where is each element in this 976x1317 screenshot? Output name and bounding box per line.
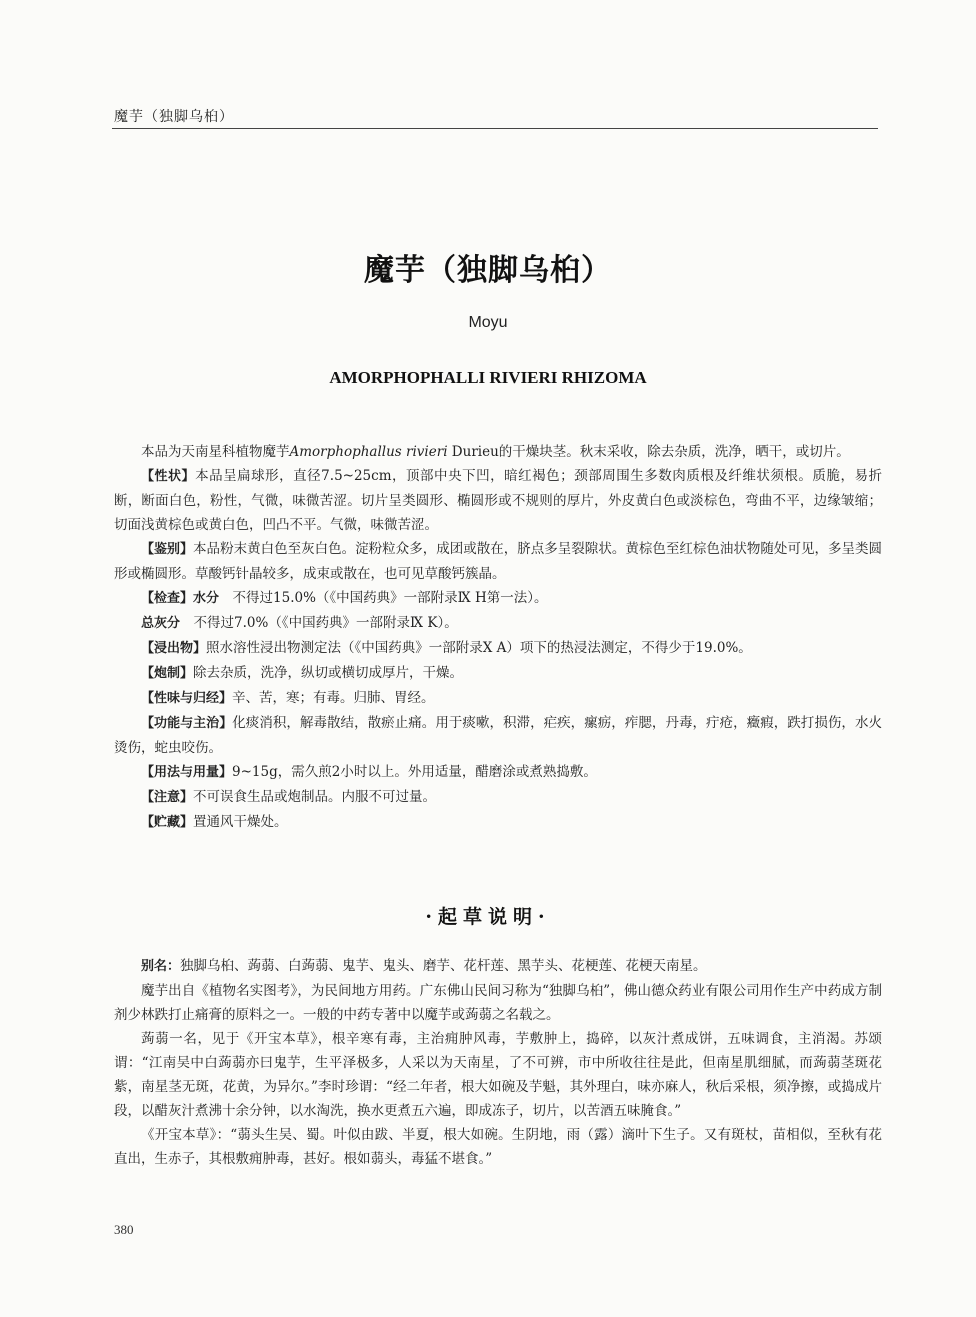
monograph-item-label: 【炮制】 bbox=[141, 666, 194, 681]
latin-name: AMORPHOPHALLI RIVIERI RHIZOMA bbox=[329, 368, 647, 387]
monograph-item-paragraph bbox=[114, 760, 882, 785]
monograph-item-paragraph bbox=[114, 661, 882, 686]
intro-paragraph bbox=[114, 440, 882, 464]
monograph-item-label: 【检查】水分 bbox=[141, 591, 220, 606]
monograph-item-label: 【用法与用量】 bbox=[141, 765, 233, 780]
note-label: 别名： bbox=[141, 959, 181, 974]
monograph-item-text: 除去杂质，洗净，纵切或横切成厚片，干燥。 bbox=[193, 665, 464, 681]
monograph-item-paragraph bbox=[114, 810, 882, 835]
monograph-item-label: 【鉴别】 bbox=[141, 542, 194, 557]
species-name: Amorphophallus rivieri bbox=[289, 444, 448, 460]
monograph-item-text: 置通风干燥处。 bbox=[193, 814, 288, 830]
monograph-item-label: 【性味与归经】 bbox=[141, 691, 233, 706]
monograph-item-paragraph bbox=[114, 586, 882, 611]
monograph-item-label: 总灰分 bbox=[141, 616, 181, 631]
page-number: 380 bbox=[114, 1222, 134, 1237]
monograph-body bbox=[114, 440, 882, 835]
monograph-item-text: 不得过15.0%（《中国药典》一部附录Ⅸ H第一法）。 bbox=[219, 590, 548, 606]
monograph-item-paragraph bbox=[114, 785, 882, 810]
monograph-item-paragraph bbox=[114, 537, 882, 586]
monograph-item-text: 本品呈扁球形，直径7.5~25cm，顶部中央下凹，暗红褐色；颈部周围生多数肉质根及纤维状须根。质脆，易折断，断面白色，粉性，气微，味微苦涩。切片呈类圆形、椭圆形或不规则的厚片，外皮黄白色或淡棕色，弯曲不平，边缘皱缩；切面浅黄棕色或黄白色，凹凸不平。气微，味微苦涩。 bbox=[114, 468, 882, 533]
note-text: 魔芋出自《植物名实图考》，为民间地方用药。广东佛山民间习称为“独脚乌桕”，佛山德众药业有限公司用作生产中药成方制剂少林跌打止痛膏的原料之一。一般的中药专著中以魔芋或蒟蒻之名载之。 bbox=[114, 983, 882, 1023]
note-paragraph bbox=[114, 954, 882, 979]
monograph-item-paragraph bbox=[114, 464, 882, 537]
note-text: 蒟蒻一名，见于《开宝本草》，根辛寒有毒，主治痈肿风毒，芋敷肿上，捣碎，以灰汁煮成饼，五味调食，主消渴。苏颂谓：“江南吴中白蒟蒻亦曰鬼芋，生平泽极多，人采以为天南星，了不可辨，市中所收往往是此，但南星肌细腻，而蒟蒻茎斑花紫，南星茎无斑，花黄，为异尔。”李时珍谓：“经二年者，根大如碗及芋魁，其外理白，味亦麻人，秋后采根，须净擦，或捣成片段，以醋灰汁煮沸十余分钟，以水淘洗，换水更煮五六遍，即成冻子，切片，以苦酒五味腌食。” bbox=[114, 1031, 882, 1119]
monograph-item-text: 照水溶性浸出物测定法（《中国药典》一部附录Ⅹ A）项下的热浸法测定，不得少于19.0%。 bbox=[206, 640, 752, 656]
drafting-notes bbox=[114, 954, 882, 1171]
note-text: 独脚乌桕、蒟蒻、白蒟蒻、鬼芋、鬼头、磨芋、花杆莲、黑芋头、花梗莲、花梗天南星。 bbox=[180, 958, 707, 974]
monograph-item-text: 辛、苦，寒；有毒。归肺、胃经。 bbox=[232, 690, 435, 706]
section-heading: ·起草说明· bbox=[425, 906, 551, 928]
monograph-item-label: 【功能与主治】 bbox=[141, 716, 233, 731]
intro-after: Durieu的干燥块茎。秋末采收，除去杂质，洗净，晒干，或切片。 bbox=[447, 444, 850, 460]
monograph-item-text: 不可误食生品或炮制品。内服不可过量。 bbox=[193, 789, 437, 805]
monograph-item-label: 【贮藏】 bbox=[141, 815, 194, 830]
monograph-item-paragraph bbox=[114, 711, 882, 760]
monograph-items bbox=[114, 464, 882, 835]
note-paragraph bbox=[114, 979, 882, 1027]
monograph-item-text: 化痰消积，解毒散结，散瘀止痛。用于痰嗽，积滞，疟疾，瘰疬，痄腮，丹毒，疔疮，癥瘕，跌打损伤，水火烫伤，蛇虫咬伤。 bbox=[114, 715, 882, 756]
monograph-item-label: 【注意】 bbox=[141, 790, 194, 805]
monograph-item-text: 本品粉末黄白色至灰白色。淀粉粒众多，成团或散在，脐点多呈裂隙状。黄棕色至红棕色油状物随处可见，多呈类圆形或椭圆形。草酸钙针晶较多，成束或散在，也可见草酸钙簇晶。 bbox=[114, 541, 882, 582]
pinyin-name: Moyu bbox=[468, 314, 508, 331]
monograph-item-label: 【浸出物】 bbox=[141, 641, 207, 656]
monograph-item-text: 不得过7.0%（《中国药典》一部附录Ⅸ K）。 bbox=[180, 615, 458, 631]
intro-before: 本品为天南星科植物魔芋 bbox=[141, 444, 290, 460]
monograph-item-label: 【性状】 bbox=[141, 469, 196, 484]
monograph-item-text: 9~15g，需久煎2小时以上。外用适量，醋磨涂或煮熟捣敷。 bbox=[232, 764, 597, 780]
note-paragraph bbox=[114, 1123, 882, 1171]
note-text: 《开宝本草》：“蒻头生吴、蜀。叶似由跋、半夏，根大如碗。生阴地，雨（露）滴叶下生子。又有斑杖，苗相似，至秋有花直出，生赤子，其根敷痈肿毒，甚好。根如蒻头，毒猛不堪食。” bbox=[114, 1127, 882, 1167]
page-title: 魔芋（独脚乌桕） bbox=[364, 253, 612, 288]
monograph-item-paragraph bbox=[114, 686, 882, 711]
monograph-item-paragraph bbox=[114, 611, 882, 636]
note-paragraph bbox=[114, 1027, 882, 1123]
header-divider bbox=[112, 128, 878, 129]
running-header: 魔芋（独脚乌桕） bbox=[114, 109, 234, 125]
monograph-item-paragraph bbox=[114, 636, 882, 661]
